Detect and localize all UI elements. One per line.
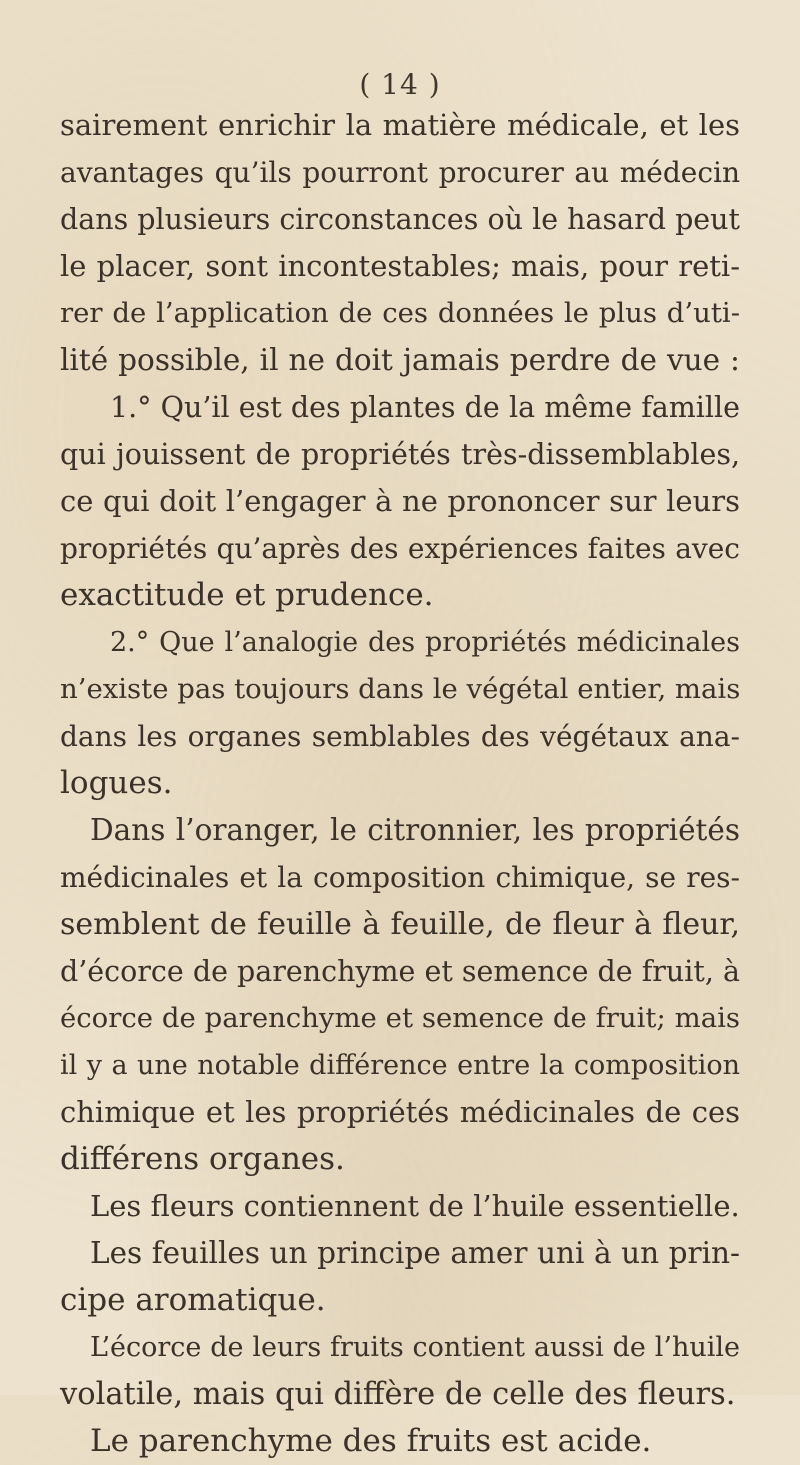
text-line: L’écorce de leurs fruits contient aussi de l’huile xyxy=(90,1332,740,1363)
text-line: différens organes. xyxy=(60,1141,345,1177)
text-line: volatile, mais qui diffère de celle des fleurs. xyxy=(60,1377,736,1412)
text-line: Les fleurs contiennent de l’huile essentielle. xyxy=(90,1189,740,1223)
text-line: Dans l’oranger, le citronnier, les propriétés xyxy=(90,813,740,847)
text-line: 2.° Que l’analogie des propriétés médicinales xyxy=(110,627,740,658)
text-line: semblent de feuille à feuille, de fleur à fleur, xyxy=(60,907,740,942)
text-line: le placer, sont incontestables; mais, pour reti- xyxy=(60,249,740,283)
text-line: il y a une notable différence entre la composition xyxy=(60,1050,740,1081)
text-line: d’écorce de parenchyme et semence de fruit, à xyxy=(60,955,740,988)
text-line: logues. xyxy=(60,765,173,801)
text-line: dans plusieurs circonstances où le hasard peut xyxy=(60,203,740,236)
text-line: dans les organes semblables des végétaux ana- xyxy=(60,720,740,753)
text-line: ce qui doit l’engager à ne prononcer sur leurs xyxy=(60,484,740,518)
text-line: exactitude et prudence. xyxy=(60,577,434,613)
text-line: médicinales et la composition chimique, se res- xyxy=(60,861,740,894)
text-line: rer de l’application de ces données le plus d’uti- xyxy=(60,297,740,329)
body-text xyxy=(60,102,740,1465)
text-line: 1.° Qu’il est des plantes de la même famille xyxy=(110,391,740,424)
text-line: cipe aromatique. xyxy=(60,1282,326,1318)
page-number: ( 14 ) xyxy=(359,68,441,101)
text-line: n’existe pas toujours dans le végétal entier, mais xyxy=(60,673,741,705)
text-line: avantages qu’ils pourront procurer au médecin xyxy=(60,156,740,189)
text-line: propriétés qu’après des expériences faites avec xyxy=(60,532,740,565)
text-line: lité possible, il ne doit jamais perdre de vue : xyxy=(60,343,740,377)
text-line: sairement enrichir la matière médicale, et les xyxy=(60,108,740,142)
text-line: écorce de parenchyme et semence de fruit; mais xyxy=(60,1002,740,1034)
text-line: Les feuilles un principe amer uni à un prin- xyxy=(90,1236,740,1270)
text-line: Le parenchyme des fruits est acide. xyxy=(90,1423,652,1459)
text-line: qui jouissent de propriétés très-dissemblables, xyxy=(60,438,740,471)
text-line: chimique et les propriétés médicinales de ces xyxy=(60,1095,740,1129)
